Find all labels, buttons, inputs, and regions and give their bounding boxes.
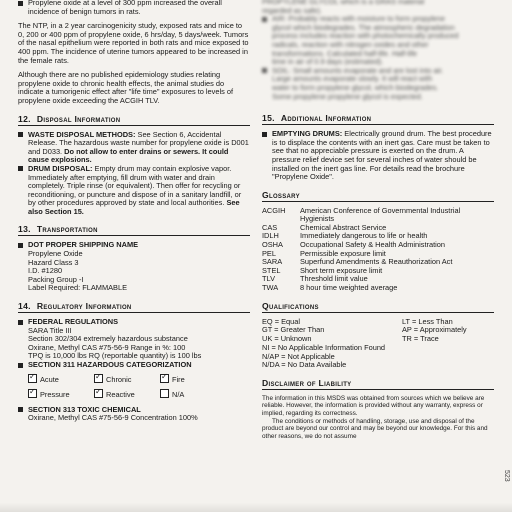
right-column <box>262 0 494 440</box>
fate-line: SOIL: Small amounts evaporate and are lost into air. <box>262 67 494 76</box>
fate-line: glycol which biodegrades. The atmospheric degradation <box>272 22 455 32</box>
checkbox-acute[interactable]: ✓Acute <box>28 374 94 385</box>
fate-line: radicals, reaction with nitrogen oxides and other <box>272 39 429 49</box>
dot-line: Hazard Class 3 <box>28 257 79 267</box>
glossary-item: CAS Chemical Abstract Service <box>262 222 387 232</box>
checkbox-na[interactable]: N/A <box>160 389 226 400</box>
checkbox-checked-icon <box>28 374 37 383</box>
emptying-drums-item: EMPTYING DRUMS: Electrically ground drum. The best procedure is to displace the contents with an inert gas. Care must be taken to see that no appreciable pressure is exerted on the drum. A pressure relief device set for several inches of water should be installed on the inert gas line. For details read the brochure "Propylene Oxide". <box>262 130 494 182</box>
checkbox-checked-icon <box>94 374 103 383</box>
checkbox-reactive[interactable]: ✓ Reactive <box>94 389 160 400</box>
federal-regulations-details <box>18 327 250 361</box>
qualification-line: N/AP = Not Applicable <box>262 351 335 361</box>
waste-disposal-item: WASTE DISPOSAL METHODS: See Section 6, Accidental Release. The hazardous waste number for propylene oxide is D001 and D033. Do not allow to enter drains or sewers. It could cause explosions. <box>18 131 250 165</box>
fed-line: Oxirane, Methyl CAS #75-56-9 Range in %: 100 <box>28 342 186 352</box>
fate-line: time in air of 0.9 days (estimated). <box>272 57 384 67</box>
dot-line: Label Required: FLAMMABLE <box>28 283 128 293</box>
fate-line: PROPYLENE GLYCOL which is a GRAS material <box>262 0 425 6</box>
qualification-row: EQ = Equal LT = Less Than <box>262 316 453 326</box>
checkbox-checked-icon <box>28 389 37 398</box>
glossary-item: ACGIH American Conference of Governmental Industrial Hygienists <box>262 205 461 224</box>
section-13-heading: 13. Transportation <box>18 224 250 236</box>
glossary-list <box>262 207 494 293</box>
page-number: 523 <box>503 470 510 482</box>
fate-line: regarded as safe). <box>262 5 322 15</box>
qualification-row: UK = Unknown TR = Trace <box>262 334 439 344</box>
qualification-row: GT = Greater Than AP = Approximately <box>262 325 467 335</box>
section-12-heading: 12. Disposal Information <box>18 114 250 126</box>
hazard-checkbox-row <box>18 374 250 385</box>
dot-line: Packing Group -I <box>28 274 84 284</box>
disclaimer-heading: Disclaimer of Liability <box>262 378 494 390</box>
checkbox-pressure[interactable]: ✓Pressure <box>28 389 94 400</box>
fate-line: transformations. Calculated half-life. Half-life <box>272 48 417 58</box>
left-column <box>18 0 250 423</box>
qualification-line: NI = No Applicable Information Found <box>262 343 386 353</box>
checkbox-chronic[interactable]: ✓ Chronic <box>94 374 160 385</box>
glossary-item: OSHA Occupational Safety & Health Administration <box>262 240 446 250</box>
fate-line: Large amounts evaporate slowly. It will react with <box>272 74 433 84</box>
fate-line: Some propylene propylene glycol is expected. <box>272 91 423 101</box>
ntp-paragraph: The NTP, in a 2 year carcinogenicity study, exposed rats and mice to 0, 200 or 400 ppm of propylene oxide, 6 hrs/day, 5 days/week. Tumors of the nasal epithelium were reported in both rats and mice exposed to 400 ppm. The incidence of uterine tumors appeared to be increased in the female rats. <box>18 21 249 65</box>
glossary-item: TWA 8 hour time weighted average <box>262 283 398 293</box>
qualifications-list <box>262 318 494 370</box>
section-313-line: Oxirane, Methyl CAS #75-56-9 Concentration 100% <box>28 413 198 423</box>
section-311-label: SECTION 311 HAZARDOUS CATEGORIZATION <box>18 361 250 370</box>
intro-bullet: Propylene oxide at a level of 300 ppm increased the overall incidence of benign tumors in rats. <box>18 0 250 16</box>
dot-line: Propylene Oxide <box>28 249 83 259</box>
section-15-heading: 15. Additional Information <box>262 113 494 125</box>
fed-line: TPQ is 10,000 lbs RQ (reportable quantity) is 100 lbs <box>28 351 202 361</box>
federal-regulations-label: FEDERAL REGULATIONS <box>18 318 250 327</box>
glossary-item: SARA Superfund Amendments & Reauthorization Act <box>262 257 453 267</box>
glossary-item: IDLH Immediately dangerous to life or health <box>262 231 428 241</box>
checkbox-checked-icon <box>94 389 103 398</box>
fed-line: SARA Title III <box>28 325 72 335</box>
epidemiology-paragraph: Although there are no published epidemiology studies relating propylene oxide to chronic health effects, the animal studies do indicate a tumorigenic effect after "life time" exposures to levels of propylene oxide exceeding the ACGIH TLV. <box>18 70 234 105</box>
fate-line: AIR: Probably reacts with moisture to form propylene <box>262 15 494 24</box>
dot-shipping-name-label: DOT PROPER SHIPPING NAME <box>18 241 250 250</box>
dot-shipping-details <box>18 250 250 293</box>
disclaimer-paragraph-1: The information in this MSDS was obtained from sources which we believe are reliable. However, the information is provided without any warranty, express or implied, regarding its correctness. <box>262 394 485 417</box>
checkbox-checked-icon <box>160 374 169 383</box>
section-14-heading: 14. Regulatory Information <box>18 301 250 313</box>
checkbox-fire[interactable]: ✓ Fire <box>160 374 226 385</box>
fed-line: Section 302/304 extremely hazardous substance <box>28 334 188 344</box>
fate-line: process includes reaction with photochemically produced <box>272 31 459 41</box>
checkbox-empty-icon <box>160 389 169 398</box>
glossary-heading: Glossary <box>262 190 494 202</box>
disclaimer-paragraph-2: The conditions or methods of handling, storage, use and disposal of the product are beyond our control and may be beyond our knowledge. For this and other reasons, we do not assume <box>262 417 488 440</box>
glossary-item: TLV Threshold limit value <box>262 274 368 284</box>
fate-line: water to form propylene glycol, which biodegrades. <box>272 82 439 92</box>
hazard-checkbox-row <box>18 389 250 400</box>
drum-disposal-item: DRUM DISPOSAL: Empty drum may contain explosive vapor. Immediately after emptying, fill drum with water and drain completely. Triple rinse (or equivalent). Then offer for recycling or reconditioning, or puncture and dispose of in a sanitary landfill, or by other procedures approved by state and local authorities. See also Section 15. <box>18 165 250 217</box>
dot-line: I.D. #1280 <box>28 266 63 276</box>
glossary-item: STEL Short term exposure limit <box>262 265 383 275</box>
section-313-label: SECTION 313 TOXIC CHEMICAL <box>18 406 250 415</box>
environmental-fate-text <box>262 0 494 101</box>
qualifications-heading: Qualifications <box>262 301 494 313</box>
scan-shadow <box>0 502 512 512</box>
qualification-line: N/DA = No Data Available <box>262 360 347 370</box>
glossary-item: PEL Permissible exposure limit <box>262 248 386 258</box>
